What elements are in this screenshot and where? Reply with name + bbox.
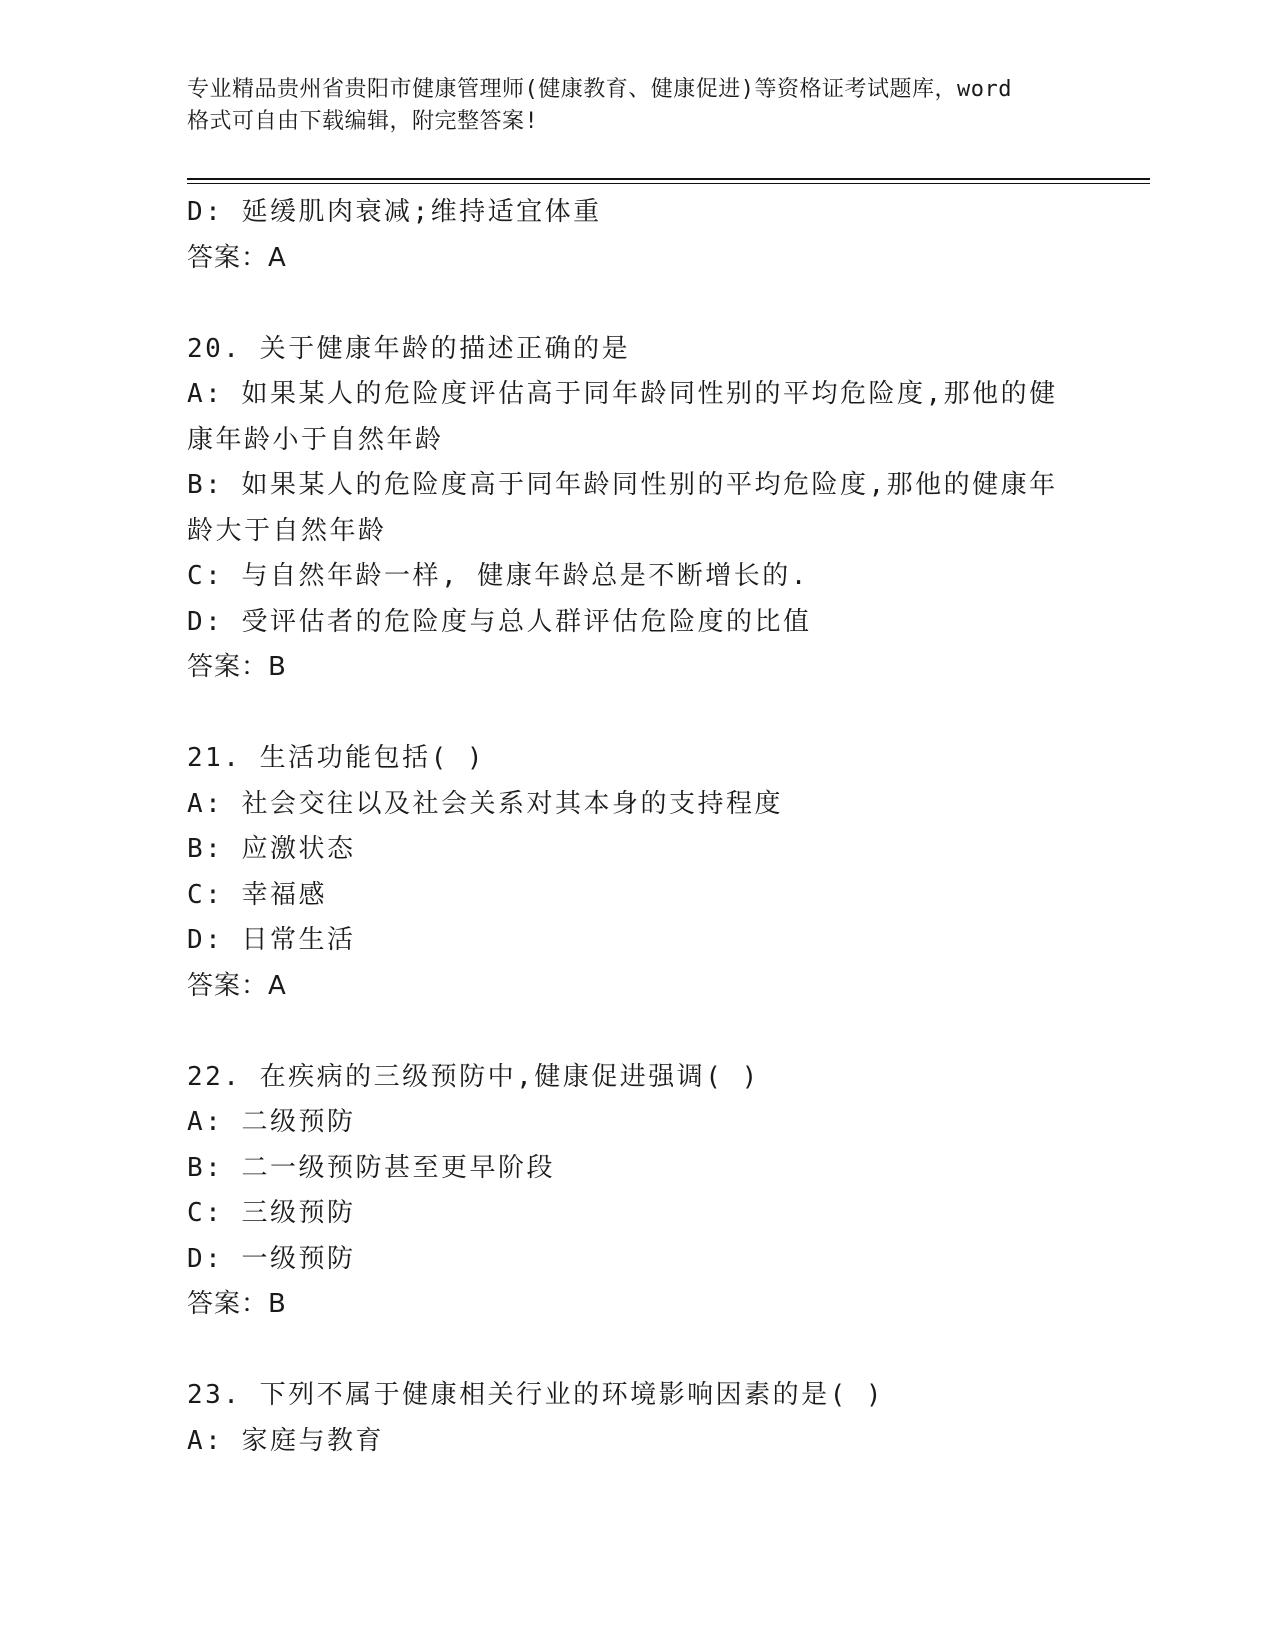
spacer bbox=[187, 691, 1087, 737]
option-d: D: 日常生活 bbox=[187, 925, 356, 955]
option-b: B: 如果某人的危险度高于同年龄同性别的平均危险度,那他的健康年 bbox=[187, 470, 1058, 500]
answer-label: 答案：A bbox=[187, 970, 287, 1001]
option-b: B: 二一级预防甚至更早阶段 bbox=[187, 1152, 555, 1183]
option-a: A: 社会交往以及社会关系对其本身的支持程度 bbox=[187, 788, 783, 819]
question-stem: 23. 下列不属于健康相关行业的环境影响因素的是( ) bbox=[187, 1380, 885, 1410]
spacer bbox=[187, 281, 1087, 327]
option-d: D: 受评估者的危险度与总人群评估危险度的比值 bbox=[187, 606, 812, 637]
option-d: D: 一级预防 bbox=[187, 1243, 356, 1274]
document-header bbox=[187, 74, 1087, 138]
option-b: B: 应激状态 bbox=[187, 834, 356, 864]
option-a: A: 二级预防 bbox=[187, 1107, 356, 1137]
spacer bbox=[187, 1009, 1087, 1055]
question-stem: 22. 在疾病的三级预防中,健康促进强调( ) bbox=[187, 1061, 760, 1092]
option-a-continued: 康年龄小于自然年龄 bbox=[187, 424, 444, 455]
header-line-1: 专业精品贵州省贵阳市健康管理师(健康教育、健康促进)等资格证考试题库，word bbox=[187, 77, 1012, 102]
option-d: D: 延缓肌肉衰减;维持适宜体重 bbox=[187, 197, 602, 227]
question-stem: 20. 关于健康年龄的描述正确的是 bbox=[187, 333, 631, 364]
option-c: C: 三级预防 bbox=[187, 1198, 356, 1228]
header-line-2: 格式可自由下载编辑，附完整答案! bbox=[187, 109, 539, 134]
spacer bbox=[187, 1328, 1087, 1374]
question-list bbox=[187, 190, 1087, 1464]
answer-label: 答案：B bbox=[187, 1289, 287, 1319]
header-rule-thin bbox=[187, 183, 1150, 184]
answer-label: 答案：B bbox=[187, 652, 287, 682]
option-c: C: 幸福感 bbox=[187, 879, 327, 910]
question-stem: 21. 生活功能包括( ) bbox=[187, 743, 486, 773]
option-b-continued: 龄大于自然年龄 bbox=[187, 515, 387, 546]
header-rule-thick bbox=[187, 178, 1150, 180]
option-c: C: 与自然年龄一样, 健康年龄总是不断增长的. bbox=[187, 561, 809, 591]
option-a: A: 家庭与教育 bbox=[187, 1425, 384, 1456]
option-a: A: 如果某人的危险度评估高于同年龄同性别的平均危险度,那他的健 bbox=[187, 379, 1058, 409]
answer-label: 答案：A bbox=[187, 242, 287, 273]
